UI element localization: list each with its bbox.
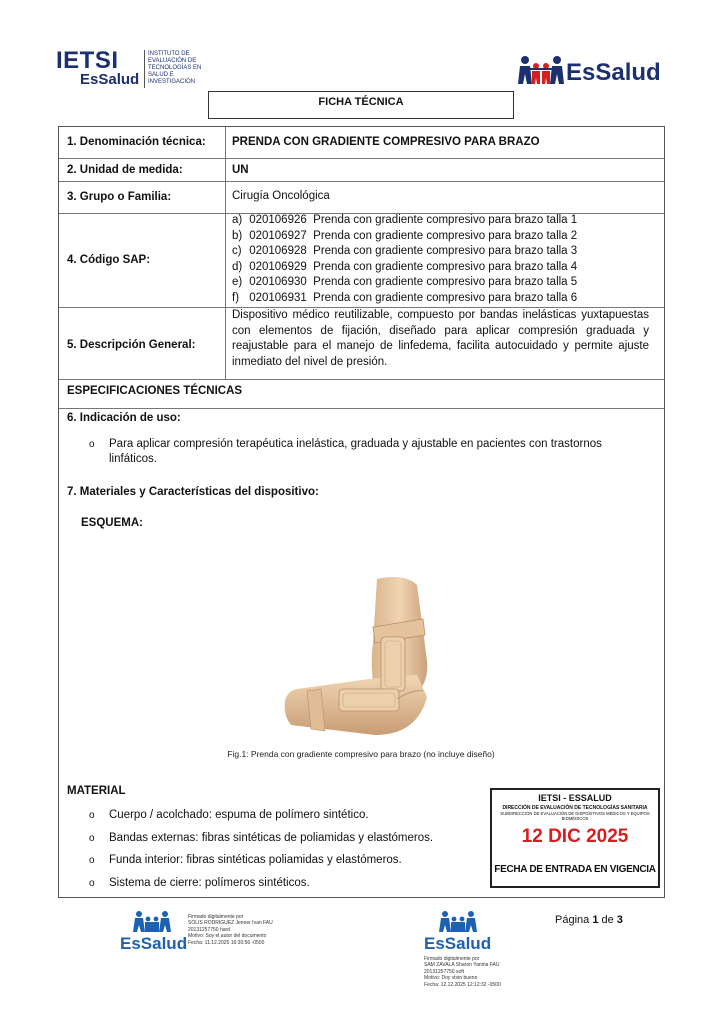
indication-text: Para aplicar compresión terapéutica inelástica, graduada y ajustable en pacientes con trastornos linfáticos. [109, 438, 602, 465]
row-label-denominacion: 1. Denominación técnica: [67, 136, 206, 148]
bullet-circle-icon: o [89, 810, 95, 821]
esquema-heading: ESQUEMA: [81, 517, 143, 529]
stamp-header: IETSI - ESSALUD [538, 793, 612, 803]
validity-stamp [490, 788, 660, 888]
material-heading: MATERIAL [67, 785, 126, 797]
family-icon [516, 54, 566, 88]
row-label-descripcion: 5. Descripción General: [67, 339, 196, 351]
row-divider [59, 158, 664, 159]
row-divider [59, 408, 664, 409]
row-value-descripcion: Dispositivo médico reutilizable, compuesto por bandas inelásticas yuxtapuestas con elementos de fijación, diseñado para aplicar compresión graduada y reajustable para el manejo de linfedema, facilita autocuidado y permite ajuste inmediato del nivel de presión. [232, 309, 649, 368]
row-label-grupo: 3. Grupo o Familia: [67, 191, 172, 203]
spec-table [58, 126, 665, 898]
material-item: o Bandas externas: fibras sintéticas de poliamidas y elastómeros. [89, 832, 434, 844]
row-value-grupo: Cirugía Oncológica [232, 190, 330, 202]
sap-code-item: b) 020106927 Prenda con gradiente compresivo para brazo talla 2 [232, 229, 578, 242]
essalud-family-icon [132, 910, 172, 934]
row-label-unidad: 2. Unidad de medida: [67, 164, 183, 176]
bullet-circle-icon: o [89, 439, 95, 450]
document-title: FICHA TÉCNICA [208, 91, 514, 119]
stamp-subdirection: SUBDIRECCIÓN DE EVALUACIÓN DE DISPOSITIVOS MÉDICOS Y EQUIPOS BIOMÉDICOS [500, 811, 650, 821]
digital-signature-1 [118, 908, 318, 968]
row-value-denominacion: PRENDA CON GRADIENTE COMPRESIVO PARA BRAZO [232, 136, 540, 148]
stamp-date: 12 DIC 2025 [521, 826, 629, 847]
logo-divider [144, 50, 145, 88]
sap-code-item: a) 020106926 Prenda con gradiente compresivo para brazo talla 1 [232, 214, 578, 226]
materials-heading: 7. Materiales y Características del dispositivo: [67, 486, 319, 498]
row-divider [59, 379, 664, 380]
sap-code-item: f) 020106931 Prenda con gradiente compresivo para brazo talla 6 [232, 291, 578, 304]
signature-details: Firmado digitalmente por SOLIS RODRIGUEZ Jenner Ivan FAU 20131257750 hard Motivo: Soy el autor del documento Fecha: 11.12.2025 16:30:56 -0500 [188, 914, 273, 946]
material-item: o Cuerpo / acolchado: espuma de polímero sintético. [89, 809, 369, 821]
material-item: o Funda interior: fibras sintéticas poliamidas y elastómeros. [89, 854, 402, 866]
page-number: Página 1 de 3 [555, 914, 623, 926]
stamp-footer: FECHA DE ENTRADA EN VIGENCIA [494, 864, 656, 875]
digital-signature-2 [420, 908, 550, 992]
specs-heading: ESPECIFICACIONES TÉCNICAS [67, 385, 243, 397]
row-value-unidad: UN [232, 164, 249, 176]
row-label-sap: 4. Código SAP: [67, 254, 151, 266]
ietsi-logo [56, 48, 206, 92]
indication-bullet [89, 437, 629, 467]
essalud-family-icon [438, 910, 478, 934]
stamp-direction: DIRECCIÓN DE EVALUACIÓN DE TECNOLOGÍAS SANITARIA [502, 805, 648, 811]
sap-code-list [232, 213, 577, 307]
row-divider [59, 181, 664, 182]
ietsi-logo-word: IETSI [56, 47, 119, 74]
signature-details: Firmado digitalmente por SAM ZAVALA Sharon Yanina FAU 20131257750 soft Motivo: Doy visto bueno Fecha: 12.12.2025 12:12:32 -0500 [424, 956, 501, 988]
sap-code-item: c) 020106928 Prenda con gradiente compresivo para brazo talla 3 [232, 245, 578, 258]
figure-caption: Fig.1: Prenda con gradiente compresivo para brazo (no incluye diseño) [227, 749, 495, 759]
bullet-circle-icon: o [89, 833, 95, 844]
essalud-logo-word: EsSalud [566, 59, 661, 86]
signature-logo-word: EsSalud [424, 934, 492, 953]
arm-compression-sleeve-image [277, 573, 477, 743]
sap-code-item: e) 020106930 Prenda con gradiente compresivo para brazo talla 5 [232, 276, 578, 289]
indication-heading: 6. Indicación de uso: [67, 412, 181, 424]
sap-code-item: d) 020106929 Prenda con gradiente compresivo para brazo talla 4 [232, 260, 578, 273]
material-item: o Sistema de cierre: polímeros sintéticos. [89, 877, 310, 889]
signature-logo-word: EsSalud [120, 934, 188, 953]
bullet-circle-icon: o [89, 878, 95, 889]
essalud-logo [516, 54, 672, 90]
column-divider [225, 127, 226, 379]
bullet-circle-icon: o [89, 855, 95, 866]
ietsi-institute-name: INSTITUTO DE EVALUACIÓN DE TECNOLOGÍAS EN SALUD E INVESTIGACIÓN [148, 51, 202, 85]
ietsi-logo-subword: EsSalud [80, 71, 140, 88]
